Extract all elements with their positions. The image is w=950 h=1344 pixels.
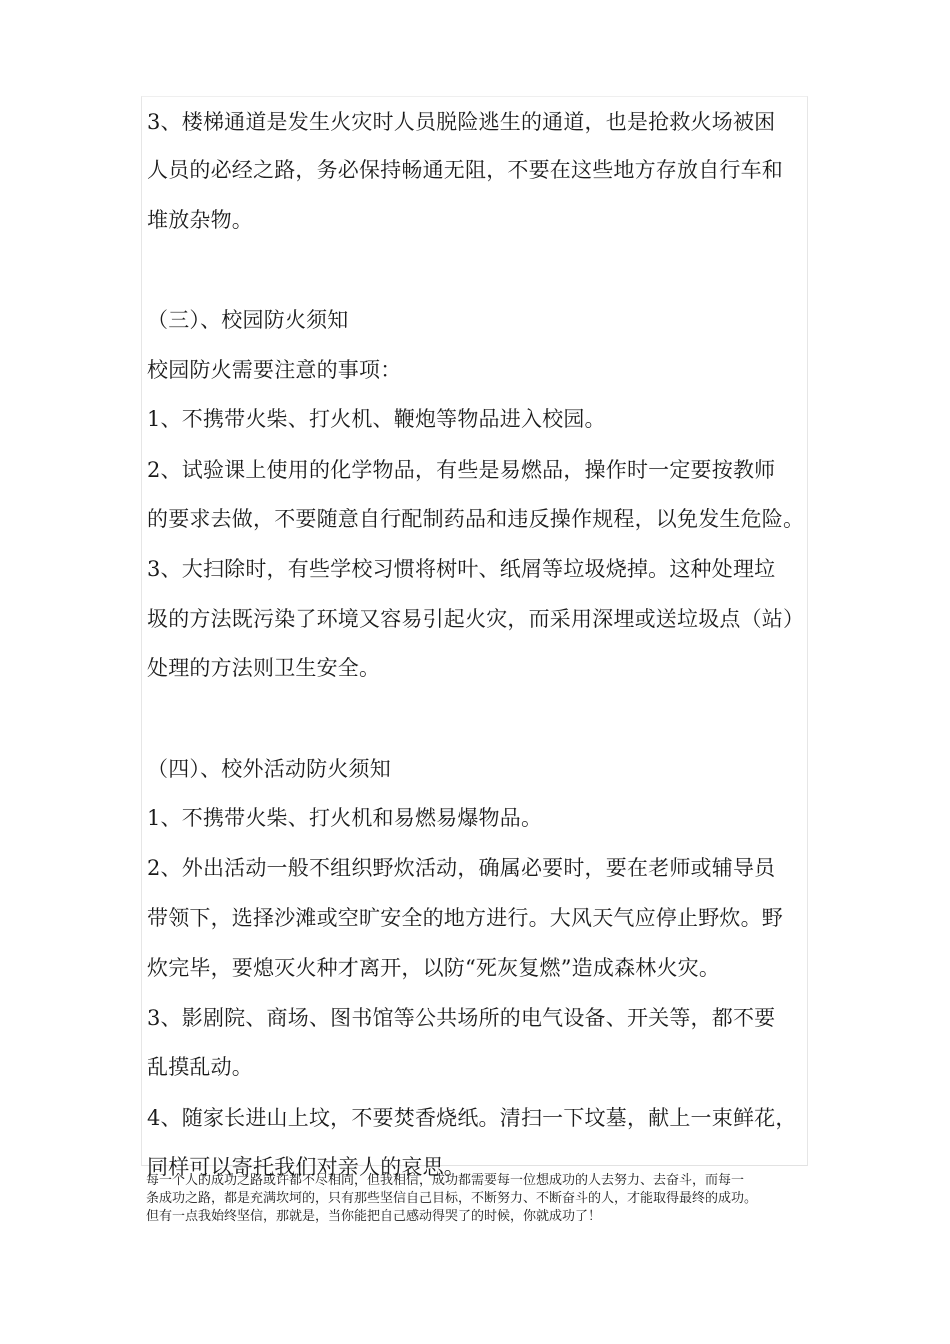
list-item: 1、不携带火柴、打火机和易燃易爆物品。 [147, 806, 543, 830]
list-item: 3、影剧院、商场、图书馆等公共场所的电气设备、开关等，都不要 [147, 1006, 776, 1030]
paragraph-line: 同样可以寄托我们对亲人的哀思。 [147, 1155, 465, 1179]
paragraph-line: 人员的必经之路，务必保持畅通无阻，不要在这些地方存放自行车和 [147, 158, 783, 182]
paragraph-line: 乱摸乱动。 [147, 1055, 253, 1079]
paragraph-line: 3、楼梯通道是发生火灾时人员脱险逃生的通道，也是抢救火场被困 [147, 110, 776, 134]
list-item: 4、随家长进山上坟，不要焚香烧纸。清扫一下坟墓，献上一束鲜花， [147, 1106, 797, 1130]
paragraph-line: 炊完毕，要熄灭火种才离开，以防“死灰复燃”造成森林火灾。 [147, 956, 721, 980]
paragraph-line: 处理的方法则卫生安全。 [147, 656, 381, 680]
footer-line: 但有一点我始终坚信，那就是，当你能把自己感动得哭了的时候，你就成功了！ [146, 1209, 602, 1224]
paragraph-line: 带领下，选择沙滩或空旷安全的地方进行。大风天气应停止野炊。野 [147, 906, 783, 930]
list-item: 1、不携带火柴、打火机、鞭炮等物品进入校园。 [147, 407, 606, 431]
section-heading-3: （三）、校园防火须知 [147, 308, 349, 332]
paragraph-line: 的要求去做，不要随意自行配制药品和违反操作规程，以免发生危险。 [147, 507, 805, 531]
list-item: 2、试验课上使用的化学物品，有些是易燃品，操作时一定要按教师 [147, 458, 776, 482]
footer-line: 条成功之路，都是充满坎坷的，只有那些坚信自己目标，不断努力、不断奋斗的人，才能取得最终的成功。 [146, 1191, 758, 1206]
footer-line: 每一个人的成功之路或许都不尽相同，但我相信，成功都需要每一位想成功的人去努力、去奋斗，而每一 [146, 1173, 745, 1188]
paragraph-line: 堆放杂物。 [147, 208, 253, 232]
list-item: 3、大扫除时，有些学校习惯将树叶、纸屑等垃圾烧掉。这种处理垃 [147, 557, 776, 581]
paragraph-line: 圾的方法既污染了环境又容易引起火灾，而采用深埋或送垃圾点（站） [147, 607, 805, 631]
footer-quote [146, 1172, 816, 1226]
paragraph-line: 校园防火需要注意的事项： [147, 358, 402, 382]
section-heading-4: （四）、校外活动防火须知 [147, 757, 391, 781]
list-item: 2、外出活动一般不组织野炊活动，确属必要时，要在老师或辅导员 [147, 856, 776, 880]
